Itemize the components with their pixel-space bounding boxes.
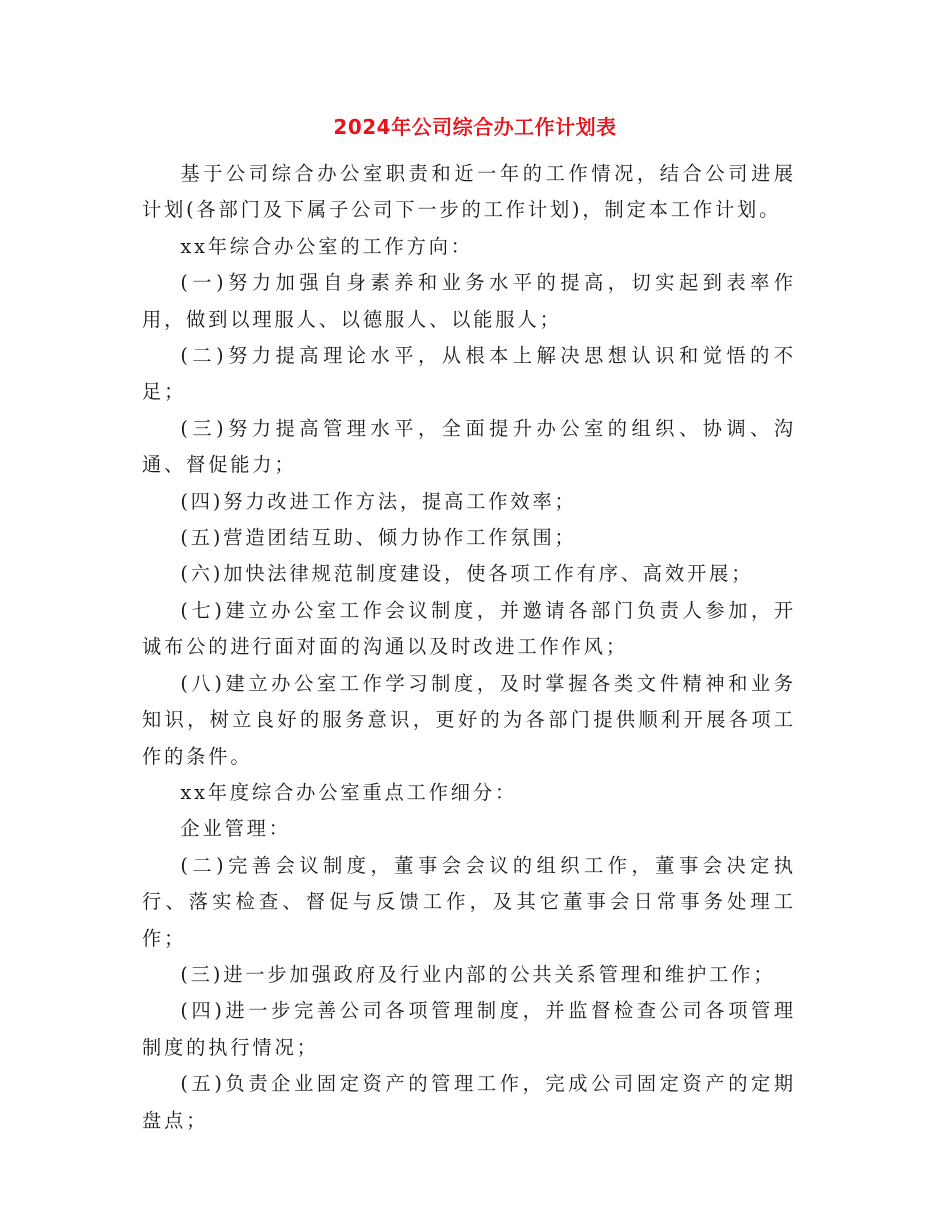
paragraph-direction-5: (五)营造团结互助、倾力协作工作氛围； <box>180 526 577 550</box>
paragraph-task-4: (四)进一步完善公司各项管理制度，并监督检查公司各项管理制度的执行情况； <box>142 999 796 1059</box>
paragraph-direction-1: (一)努力加强自身素养和业务水平的提高，切实起到表率作用，做到以理服人、以德服人、以能服人； <box>142 271 796 331</box>
paragraph-task-3: (三)进一步加强政府及行业内部的公共关系管理和维护工作； <box>180 962 776 986</box>
paragraph-direction-4: (四)努力改进工作方法，提高工作效率； <box>180 489 577 513</box>
paragraph-intro: 基于公司综合办公室职责和近一年的工作情况，结合公司进展计划(各部门及下属子公司下一步的工作计划)，制定本工作计划。 <box>142 162 796 222</box>
paragraph-direction-heading: xx年综合办公室的工作方向： <box>180 234 473 258</box>
paragraph-direction-6: (六)加快法律规范制度建设，使各项工作有序、高效开展； <box>180 562 754 586</box>
document-title: 2024年公司综合办工作计划表 <box>333 115 617 139</box>
paragraph-direction-8: (八)建立办公室工作学习制度，及时掌握各类文件精神和业务知识，树立良好的服务意识，更好的为各部门提供顺利开展各项工作的条件。 <box>142 671 796 768</box>
paragraph-direction-7: (七)建立办公室工作会议制度，并邀请各部门负责人参加，开诚布公的进行面对面的沟通以及时改进工作作风； <box>142 598 796 659</box>
paragraph-direction-2: (二)努力提高理论水平，从根本上解决思想认识和觉悟的不足； <box>142 344 796 404</box>
paragraph-task-5: (五)负责企业固定资产的管理工作，完成公司固定资产的定期盘点； <box>142 1072 796 1132</box>
document-body <box>142 156 796 1139</box>
paragraph-key-work-heading: xx年度综合办公室重点工作细分： <box>180 780 518 804</box>
paragraph-direction-3: (三)努力提高管理水平，全面提升办公室的组织、协调、沟通、督促能力； <box>142 416 796 477</box>
paragraph-enterprise-management: 企业管理： <box>180 817 291 841</box>
paragraph-task-2: (二)完善会议制度，董事会会议的组织工作，董事会决定执行、落实检查、督促与反馈工作，及其它董事会日常事务处理工作； <box>142 853 796 950</box>
